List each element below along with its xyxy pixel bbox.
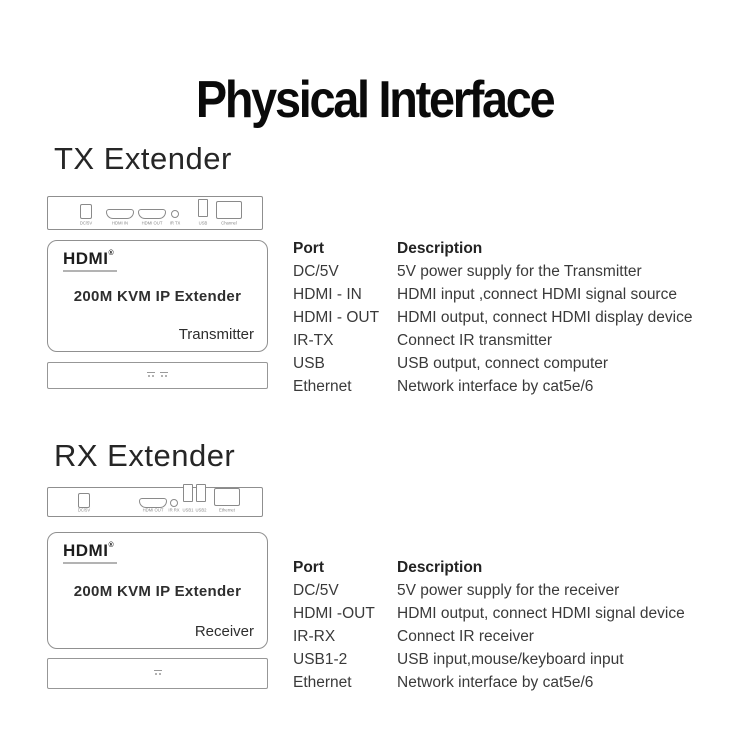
device-role: Receiver xyxy=(194,623,254,640)
registered-mark: ® xyxy=(108,542,114,549)
port-cell: HDMI - OUT xyxy=(293,308,380,326)
rx-rear-panel xyxy=(47,487,263,517)
port-cell: Ethernet xyxy=(293,673,352,691)
table-row xyxy=(293,671,685,694)
description-cell: HDMI output, connect HDMI display device xyxy=(397,308,693,326)
ethernet-port-icon xyxy=(214,488,240,506)
port-label: USB2 xyxy=(195,508,207,513)
tx-front-panel xyxy=(47,240,268,352)
port-label: IR RX xyxy=(168,508,180,513)
table-header-row xyxy=(293,556,685,579)
ethernet-port-icon xyxy=(216,201,242,219)
port-cell: Ethernet xyxy=(293,377,352,395)
description-cell: 5V power supply for the receiver xyxy=(397,581,620,599)
hdmi-logo-text: HDMI xyxy=(63,541,109,560)
vent-icon xyxy=(147,372,155,379)
hdmi-out-port-icon xyxy=(139,498,167,508)
vent-icon xyxy=(160,372,168,379)
model-name: 200M KVM IP Extender xyxy=(73,288,242,305)
device-role: Transmitter xyxy=(178,326,254,343)
table-row xyxy=(293,283,692,306)
table-row xyxy=(293,306,692,329)
usb-port-icon xyxy=(198,199,208,217)
description-cell: Network interface by cat5e/6 xyxy=(397,377,594,395)
port-cell: USB xyxy=(293,354,325,372)
rx-port-table xyxy=(293,556,685,694)
rx-bottom-bar xyxy=(47,658,268,689)
description-cell: USB output, connect computer xyxy=(397,354,609,372)
usb1-port-icon xyxy=(183,484,193,502)
hdmi-out-port-icon xyxy=(138,209,166,219)
port-label: USB xyxy=(198,221,208,226)
port-cell: DC/5V xyxy=(293,262,339,280)
rx-extender-heading: RX Extender xyxy=(54,438,236,473)
dc-port-icon xyxy=(80,204,92,219)
table-header-description: Description xyxy=(397,239,483,257)
description-cell: 5V power supply for the Transmitter xyxy=(397,262,642,280)
port-label: DC/5V xyxy=(77,508,91,513)
registered-mark: ® xyxy=(108,250,114,257)
table-row xyxy=(293,579,685,602)
tx-port-table xyxy=(293,237,692,398)
port-cell: USB1-2 xyxy=(293,650,348,668)
vent-icon xyxy=(154,670,162,677)
rx-front-panel xyxy=(47,532,268,649)
title-wrap xyxy=(0,70,750,130)
port-label: HDMI OUT xyxy=(141,221,163,226)
port-label: HDMI IN xyxy=(111,221,129,226)
hdmi-logo-subline xyxy=(63,562,117,564)
ir-port-icon xyxy=(170,499,178,507)
port-cell: DC/5V xyxy=(293,581,339,599)
hdmi-in-port-icon xyxy=(106,209,134,219)
port-label: Channel xyxy=(221,221,237,226)
description-cell: Connect IR transmitter xyxy=(397,331,553,349)
hdmi-logo-text: HDMI xyxy=(63,249,109,268)
port-cell: IR-TX xyxy=(293,331,334,349)
tx-extender-heading: TX Extender xyxy=(54,141,232,176)
description-cell: USB input,mouse/keyboard input xyxy=(397,650,624,668)
port-cell: HDMI - IN xyxy=(293,285,362,303)
hdmi-logo xyxy=(63,250,117,272)
port-label: Ethernet xyxy=(219,508,235,513)
table-row xyxy=(293,648,685,671)
tx-bottom-bar xyxy=(47,362,268,389)
table-row xyxy=(293,329,692,352)
page-title: Physical Interface xyxy=(196,71,554,129)
table-row xyxy=(293,602,685,625)
hdmi-logo xyxy=(63,542,117,564)
table-header-port: Port xyxy=(293,558,324,576)
description-cell: Network interface by cat5e/6 xyxy=(397,673,594,691)
table-row xyxy=(293,625,685,648)
port-cell: HDMI -OUT xyxy=(293,604,375,622)
hdmi-logo-subline xyxy=(63,270,117,272)
port-label: IR TX xyxy=(169,221,181,226)
description-cell: HDMI input ,connect HDMI signal source xyxy=(397,285,677,303)
table-header-row xyxy=(293,237,692,260)
port-label: HDMI OUT xyxy=(142,508,164,513)
table-header-description: Description xyxy=(397,558,483,576)
port-label: DC/5V xyxy=(79,221,93,226)
description-cell: Connect IR receiver xyxy=(397,627,534,645)
table-header-port: Port xyxy=(293,239,324,257)
port-cell: IR-RX xyxy=(293,627,336,645)
description-cell: HDMI output, connect HDMI signal device xyxy=(397,604,685,622)
port-label: USB1 xyxy=(182,508,194,513)
dc-port-icon xyxy=(78,493,90,508)
table-row xyxy=(293,352,692,375)
usb2-port-icon xyxy=(196,484,206,502)
ir-port-icon xyxy=(171,210,179,218)
table-row xyxy=(293,375,692,398)
model-name: 200M KVM IP Extender xyxy=(73,583,242,600)
table-row xyxy=(293,260,692,283)
tx-rear-panel xyxy=(47,196,263,230)
